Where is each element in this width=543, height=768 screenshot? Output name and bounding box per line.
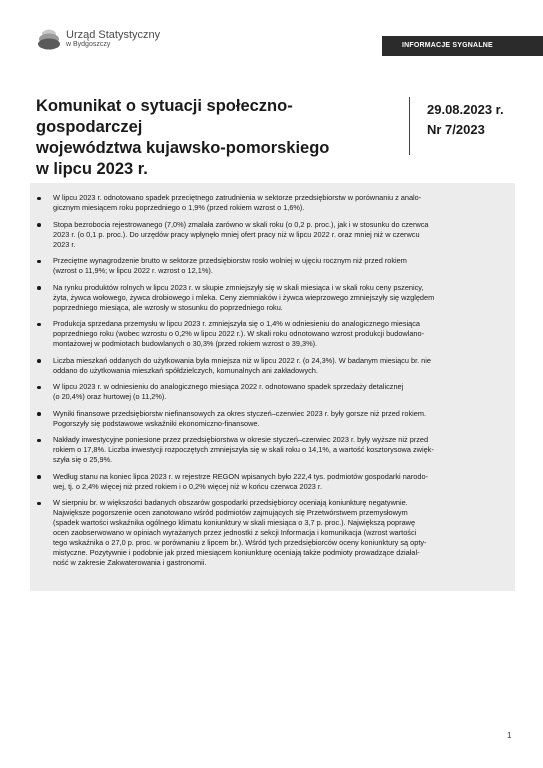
publication-number: Nr 7/2023 — [427, 122, 485, 137]
summary-item — [30, 283, 501, 313]
office-logo — [36, 26, 160, 52]
summary-item-line: żyta, żywca wołowego, żywca drobiowego i mleka. Ceny ziemniaków i żywca wieprzowego zmniejszyły się względem — [53, 292, 435, 302]
summary-item — [30, 256, 501, 276]
summary-item-line: (wzrost o 11,9%; w lipcu 2022 r. wzrost o 12,1%). — [53, 266, 213, 275]
summary-item-line: ocen zaobserwowano w opiniach wyrażanych przez jednostki z sekcji Informacja i komunikacja (wzrost wartości — [53, 528, 417, 537]
title-line: województwa kujawsko-pomorskiego — [36, 139, 330, 157]
publication-date: 29.08.2023 r. — [427, 102, 504, 117]
summary-item-line: Nakłady inwestycyjne poniesione przez przedsiębiorstwa w okresie styczeń–czerwiec 2023 r. były wyższe niż przed — [53, 435, 429, 444]
summary-item-line: Przeciętne wynagrodzenie brutto w sektorze przedsiębiorstw rosło wolniej w ujęciu rocznym niż przed rokiem — [53, 256, 407, 265]
summary-item-line: poprzedniego roku (wobec wzrostu o 0,2% w lipcu 2022 r.). W skali roku odnotowano wzrost produkcji budowlano- — [53, 329, 425, 338]
summary-item — [30, 356, 501, 376]
summary-item-line: (o 20,4%) oraz hurtowej (o 11,2%). — [53, 392, 167, 401]
summary-item-line: W lipcu 2023 r. odnotowano spadek przeciętnego zatrudnienia w sektorze przedsiębiorstw w porównaniu z analo- — [53, 193, 422, 202]
summary-item-line: gicznym miesiącem roku poprzedniego o 1,9% (przed rokiem wzrost o 1,6%). — [53, 203, 305, 212]
title-line: Komunikat o sytuacji społeczno-gospodarczej — [36, 97, 293, 136]
summary-item-line: (spadek wartości wskaźnika ogólnego klimatu koniunktury w skali miesiąca o 3,7 p. proc.). Największą poprawę — [53, 518, 416, 527]
summary-item-line: rokiem o 17,8%. Liczba inwestycji rozpoczętych zmniejszyła się w skali roku o 14,1%, a wartość kosztorysowa zwięk- — [53, 445, 434, 454]
summary-item-line: mistyczne. Pozytywnie i podobnie jak przed miesiącem koniunkturę oceniają także podmioty prowadzące działal- — [53, 548, 420, 557]
summary-item-line: 2023 r. (o 0,1 p. proc.). Do urzędów pracy wpłynęło mniej ofert pracy niż w lipcu 2022 r. oraz mniej niż w czerwcu — [53, 229, 420, 239]
summary-item-line: szyła się o 25,9%. — [53, 455, 113, 464]
title-divider — [409, 97, 410, 155]
publication-meta — [427, 100, 504, 140]
summary-item-line: W sierpniu br. w większości badanych obszarów gospodarki przedsiębiorcy oceniają koniunkturę negatywnie. — [53, 498, 408, 507]
summary-item-line: 2023 r. — [53, 239, 76, 249]
summary-item-line: Według stanu na koniec lipca 2023 r. w rejestrze REGON wpisanych było 222,4 tys. podmiotów gospodarki narodo- — [53, 471, 429, 481]
summary-item-line: tego wskaźnika o 27,0 p. proc. w porównaniu z lipcem br.). Wśród tych przedsiębiorców oceny koniunktury są opty- — [53, 538, 427, 547]
summary-item — [30, 409, 501, 429]
summary-item-line: W lipcu 2023 r. w odniesieniu do analogicznego miesiąca 2022 r. odnotowano spadek sprzedaży detalicznej — [53, 382, 404, 391]
summary-item-line: oddano do użytkowania mieszkań spółdzielczych, komunalnych ani zakładowych. — [53, 365, 318, 375]
summary-item — [30, 472, 501, 492]
summary-item-line: Na rynku produktów rolnych w lipcu 2023 r. w skupie zmniejszyły się w skali miesiąca i w skali roku ceny pszenicy, — [53, 282, 424, 292]
summary-box — [30, 183, 515, 591]
summary-item — [30, 220, 501, 250]
summary-item — [30, 498, 501, 568]
office-logo-icon — [36, 26, 62, 52]
summary-item-line: Produkcja sprzedana przemysłu w lipcu 2023 r. zmniejszyła się o 1,4% w odniesieniu do analogicznego miesiąca — [53, 319, 420, 328]
summary-list — [30, 183, 515, 568]
summary-item — [30, 435, 501, 465]
office-name-line2: w Bydgoszczy — [66, 41, 111, 49]
summary-item — [30, 319, 501, 349]
summary-item — [30, 193, 501, 213]
publication-type-badge: INFORMACJE SYGNALNE — [382, 36, 543, 56]
office-name — [66, 29, 160, 49]
summary-item-line: Wyniki finansowe przedsiębiorstw niefinansowych za okres styczeń–czerwiec 2023 r. były gorsze niż przed rokiem. — [53, 408, 426, 418]
summary-item-line: ność w zakresie Zakwaterowania i gastronomii. — [53, 558, 207, 567]
summary-item-line: Największe pogorszenie ocen zanotowano wśród podmiotów zajmujących się Przetwórstwem przemysłowym — [53, 508, 408, 517]
document-title — [36, 96, 386, 180]
summary-item-line: Pogorszyły się podstawowe wskaźniki ekonomiczno-finansowe. — [53, 418, 260, 428]
summary-item-line: wej, tj. o 2,4% więcej niż przed rokiem i o 0,2% więcej niż w końcu czerwca 2023 r. — [53, 481, 322, 491]
page-number: 1 — [507, 731, 512, 740]
summary-item-line: Liczba mieszkań oddanych do użytkowania była mniejsza niż w lipcu 2022 r. (o 24,3%). W badanym miesiącu br. nie — [53, 355, 431, 365]
title-line: w lipcu 2023 r. — [36, 160, 148, 178]
summary-item-line: montażowej w podmiotach budowlanych o 30,3% (przed rokiem wzrost o 39,3%). — [53, 339, 318, 348]
summary-item-line: Stopa bezrobocia rejestrowanego (7,0%) zmalała zarówno w skali roku (o 0,2 p. proc.), jak i w stosunku do czerwca — [53, 219, 429, 229]
office-name-line1: Urząd Statystyczny — [66, 29, 161, 42]
summary-item — [30, 382, 501, 402]
summary-item-line: poprzedniego miesiąca, ale wzrosły w stosunku do poprzedniego roku. — [53, 302, 283, 312]
